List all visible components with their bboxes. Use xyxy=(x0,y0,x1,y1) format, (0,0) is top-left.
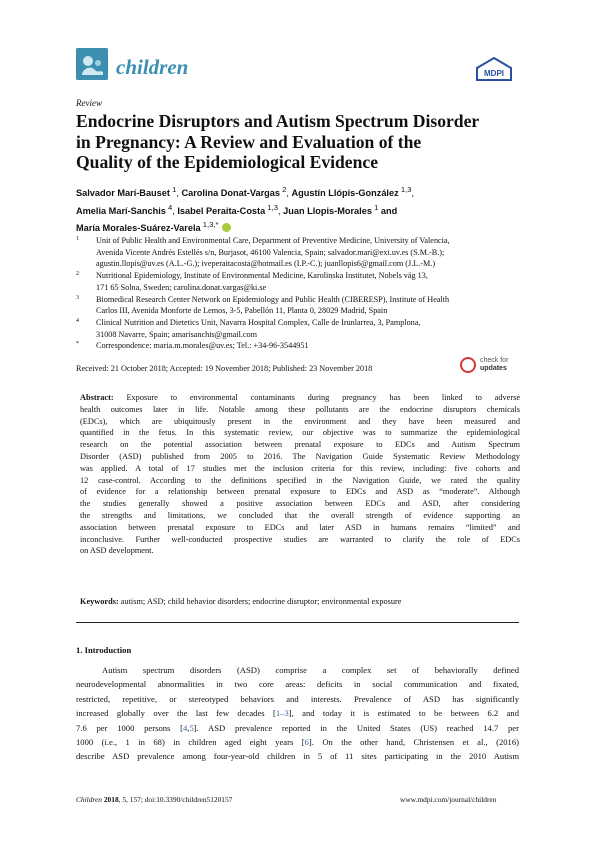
keywords-label: Keywords: xyxy=(80,597,119,606)
section-divider xyxy=(76,622,519,623)
author-list: Salvador Marí-Bauset $^1$, Carolina Donat-Vargas $^2$, Agustín Llópis-González $^{1,3}$, Amelia Marí-Sanchis $^4$, Isabel Peraita-Costa $^{1,3}$, Juan Llopis-Morales $^1$ and María Morales-Suárez-Varela $^{1,3,*}$ xyxy=(76,185,415,234)
citation-link[interactable]: 1–3 xyxy=(275,708,289,719)
affiliation-item: 4 Clinical Nutrition and Dietetics Unit, Navarra Hospital Complex, Calle de Irunlarrea, 3, Pamplona, 31008 Navarre, Spain; amarisanchis@gmail.com xyxy=(76,317,421,339)
affiliation-item: 1 Unit of Public Health and Environmental Care, Department of Preventive Medicine, University of Valencia, Avenida Vicente Andrés Estellés s/n, Burjasot, 46100 Valencia, Spain; salvador.mari@ext.uv.es (S.M.-B.); agustin.llopis@uv.es (A.L.-G.); iveperaitacosta@hotmail.es (I.P.-C.); juanllopis6@gmail.com (J.L.-M.) xyxy=(76,236,450,269)
journal-name: children xyxy=(116,55,189,79)
journal-logo xyxy=(76,48,108,80)
footer-citation: Children 2018, 5, 157; doi:10.3390/children5120157 xyxy=(76,795,233,804)
mdpi-logo xyxy=(474,57,514,81)
citation-link[interactable]: 6 xyxy=(304,737,309,748)
author-name[interactable]: Juan Llopis-Morales xyxy=(283,205,372,216)
affiliation-item: 2 Nutritional Epidemiology, Institute of Environmental Medicine, Karolinska Institutet, Nobels väg 13, 171 65 Solna, Sweden; carolina.donat.vargas@ki.se xyxy=(76,271,428,292)
correspondence: * Correspondence: maria.m.morales@uv.es; Tel.: +34-96-3544951 xyxy=(76,341,309,351)
section-heading: 1. Introduction xyxy=(76,645,132,655)
citation-link[interactable]: 4 xyxy=(182,722,188,733)
publication-dates: Received: 21 October 2018; Accepted: 19 November 2018; Published: 23 November 2018 xyxy=(76,364,373,373)
citation-link[interactable]: 5 xyxy=(189,722,194,733)
introduction-text: Autism spectrum disorders (ASD) comprise a complex set of behaviorally defined neurodevelopmental abnormalities in two core areas: deficits in social communication and fixated, restricted, repetitive, or stereotyped behaviors and interests. Prevalence of ASD has significantly increased globally over the last few decades [1–3], and today it is estimated to be between 6.2 and 7.6 per 1000 persons [4,5]. ASD prevalence reported in the United States (US) reached 14.7 per 1000 (i.e., 1 in 68) in children aged eight years [6]. On the other hand, Christensen et al., (2016) describe ASD prevalence among four-year-old children in 5 of 11 sites participating in the 2010 Autism xyxy=(76,665,519,762)
author-name[interactable]: Carolina Donat-Vargas xyxy=(181,188,280,199)
abstract: Abstract: Exposure to environmental contaminants during pregnancy has been linked to adverse health outcomes later in life. Notable among these pollutants are the endocrine disruptors chemicals (EDCs), which are ubiquitously present in the environment and they have been measured and quantified in the fetus. In this systematic review, our objective was to summarize the epidemiological research on the potential association between prenatal exposure to EDCs and Autism Spectrum Disorder (ASD) published from 2005 to 2016. The Navigation Guide Systematic Review Methodology was applied. A total of 17 studies met the inclusion criteria for this review, including: five cohorts and 12 case-control. According to the definitions specified in the Navigation Guide, we rated the quality of evidence for a relationship between prenatal exposure to EDCs and ASD as “moderate”. Although the studies generally showed a positive association between EDCs and ASD, after considering the strengths and limitations, we concluded that the overall strength of evidence supporting an association between prenatal exposure to EDCs and later ASD in humans remains “limited” and inconclusive. Further well-conducted prospective studies are warranted to clarify the role of EDCs on ASD development. xyxy=(80,393,520,556)
author-name[interactable]: Salvador Marí-Bauset xyxy=(76,188,170,199)
affiliations xyxy=(76,235,526,352)
keywords: Keywords: autism; ASD; child behavior disorders; endocrine disruptor; environmental exposure xyxy=(80,597,402,606)
title-line: Endocrine Disruptors and Autism Spectrum Disorder xyxy=(76,111,480,131)
title-line: in Pregnancy: A Review and Evaluation of the xyxy=(76,131,422,152)
author-name[interactable]: Isabel Peraita-Costa xyxy=(177,205,266,216)
article-title xyxy=(76,111,536,173)
author-name[interactable]: Agustín Llópis-González xyxy=(291,188,399,199)
author-name[interactable]: María Morales-Suárez-Varela xyxy=(76,223,201,234)
check-for-updates-badge[interactable]: check for updates xyxy=(460,355,518,377)
check-icon xyxy=(460,357,476,373)
orcid-icon[interactable] xyxy=(222,223,231,232)
article-type: Review xyxy=(76,98,102,108)
publisher-name: MDPI xyxy=(484,69,504,78)
author-name[interactable]: Amelia Marí-Sanchis xyxy=(76,205,166,216)
affiliation-item: 3 Biomedical Research Center Network on Epidemiology and Public Health (CIBERESP), Institute of Health Carlos III, Avenida Monforte de Lemos, 3-5, Pabellón 11, Planta 0, 28029 Madrid, Spain xyxy=(76,294,450,316)
footer-url[interactable]: www.mdpi.com/journal/children xyxy=(400,795,497,804)
title-line: Quality of the Epidemiological Evidence xyxy=(76,152,379,172)
abstract-label: Abstract: xyxy=(80,393,114,402)
